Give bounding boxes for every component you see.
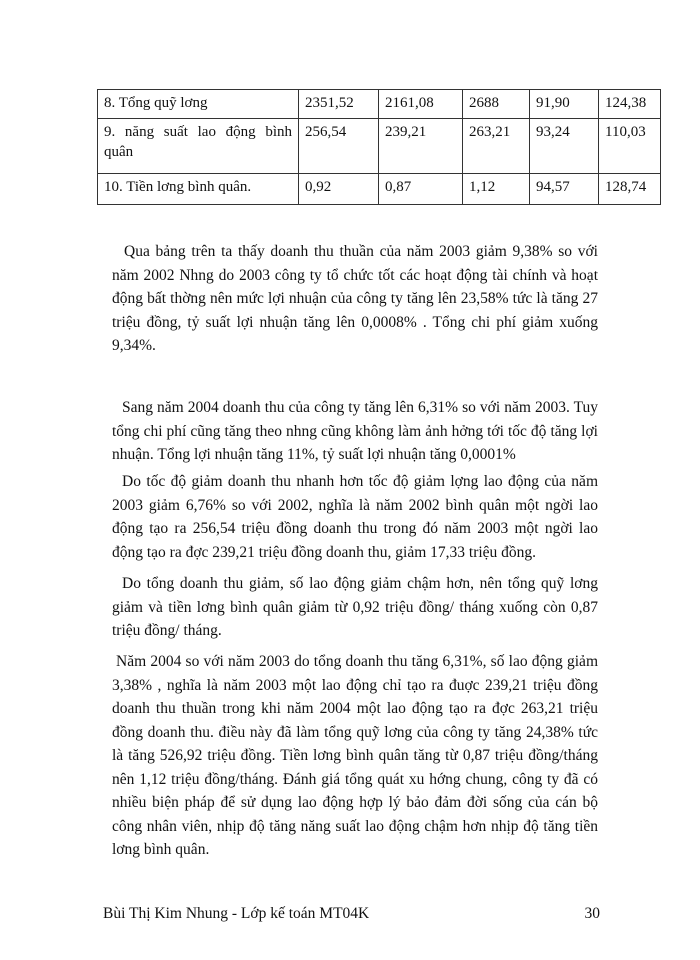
row-label: 9. năng suất lao động bình quân <box>98 119 299 174</box>
row-label: 8. Tổng quỹ lơng <box>98 90 299 119</box>
table-cell: 263,21 <box>463 119 530 174</box>
paragraph-3: Do tốc độ giảm doanh thu nhanh hơn tốc độ giảm lợng lao động của năm 2003 giảm 6,76% so với 2002, nghĩa là năm 2002 bình quân một ngời lao động tạo ra 256,54 triệu đồng doanh thu trong đó năm 2003 một ngời lao động tạo ra đợc 239,21 triệu đồng doanh thu, giảm 17,33 triệu đồng. <box>112 473 598 561</box>
table-cell: 128,74 <box>599 174 661 205</box>
table-cell: 239,21 <box>379 119 463 174</box>
table-row <box>98 119 661 174</box>
table-cell: 2161,08 <box>379 90 463 119</box>
table-cell: 2688 <box>463 90 530 119</box>
table-cell: 94,57 <box>530 174 599 205</box>
table-cell: 256,54 <box>299 119 379 174</box>
table-cell: 0,87 <box>379 174 463 205</box>
table-row <box>98 174 661 205</box>
table-cell: 124,38 <box>599 90 661 119</box>
row-label: 10. Tiền lơng bình quân. <box>98 174 299 205</box>
summary-table <box>97 89 661 205</box>
table-cell: 110,03 <box>599 119 661 174</box>
table-cell: 1,12 <box>463 174 530 205</box>
page-number: 30 <box>584 905 600 922</box>
paragraph-4: Do tổng doanh thu giảm, số lao động giảm chậm hơn, nên tổng quỹ lơng giảm và tiền lơng bình quân giảm từ 0,92 triệu đồng/ tháng xuống còn 0,87 triệu đồng/ tháng. <box>112 575 598 639</box>
table-cell: 93,24 <box>530 119 599 174</box>
table-cell: 2351,52 <box>299 90 379 119</box>
paragraph-2: Sang năm 2004 doanh thu của công ty tăng lên 6,31% so với năm 2003. Tuy tổng chi phí cũng tăng theo nhng cũng không làm ảnh hởng tới tốc độ tăng lợi nhuận. Tổng lợi nhuận tăng 11%, tỷ suất lợi nhuận tăng 0,0001% <box>112 399 598 463</box>
table-cell: 0,92 <box>299 174 379 205</box>
footer-author: Bùi Thị Kim Nhung - Lớp kế toán MT04K <box>103 905 370 922</box>
table-row <box>98 90 661 119</box>
paragraph-1: Qua bảng trên ta thấy doanh thu thuần của năm 2003 giảm 9,38% so với năm 2002 Nhng do 2003 công ty tổ chức tốt các hoạt động tài chính và hoạt động bất thờng nên mức lợi nhuận của công ty tăng lên 23,58% tức là tăng 27 triệu đồng, tỷ suất lợi nhuận tăng lên 0,0008% . Tổng chi phí giảm xuống 9,34%. <box>112 243 598 354</box>
paragraph-5: Năm 2004 so với năm 2003 do tổng doanh thu tăng 6,31%, số lao động giảm 3,38% , nghĩa là năm 2003 một lao động chỉ tạo ra đuợc 239,21 triệu đồng doanh thu thuần trong khi năm 2004 một lao động tạo ra đợc 263,21 triệu đồng doanh thu. điều này đã làm tổng quỹ lơng của công ty tăng 24,38% tức là tăng 526,92 triệu đồng. Tiền lơng bình quân tăng từ 0,87 triệu đồng/tháng nên 1,12 triệu đồng/tháng. Đánh giá tổng quát xu hớng chung, công ty đã có nhiều biện pháp để sử dụng lao động hợp lý bảo đảm đời sống của cán bộ công nhân viên, nhịp độ tăng năng suất lao động chậm hơn nhịp độ tăng tiền lơng bình quân. <box>112 653 598 858</box>
table-cell: 91,90 <box>530 90 599 119</box>
